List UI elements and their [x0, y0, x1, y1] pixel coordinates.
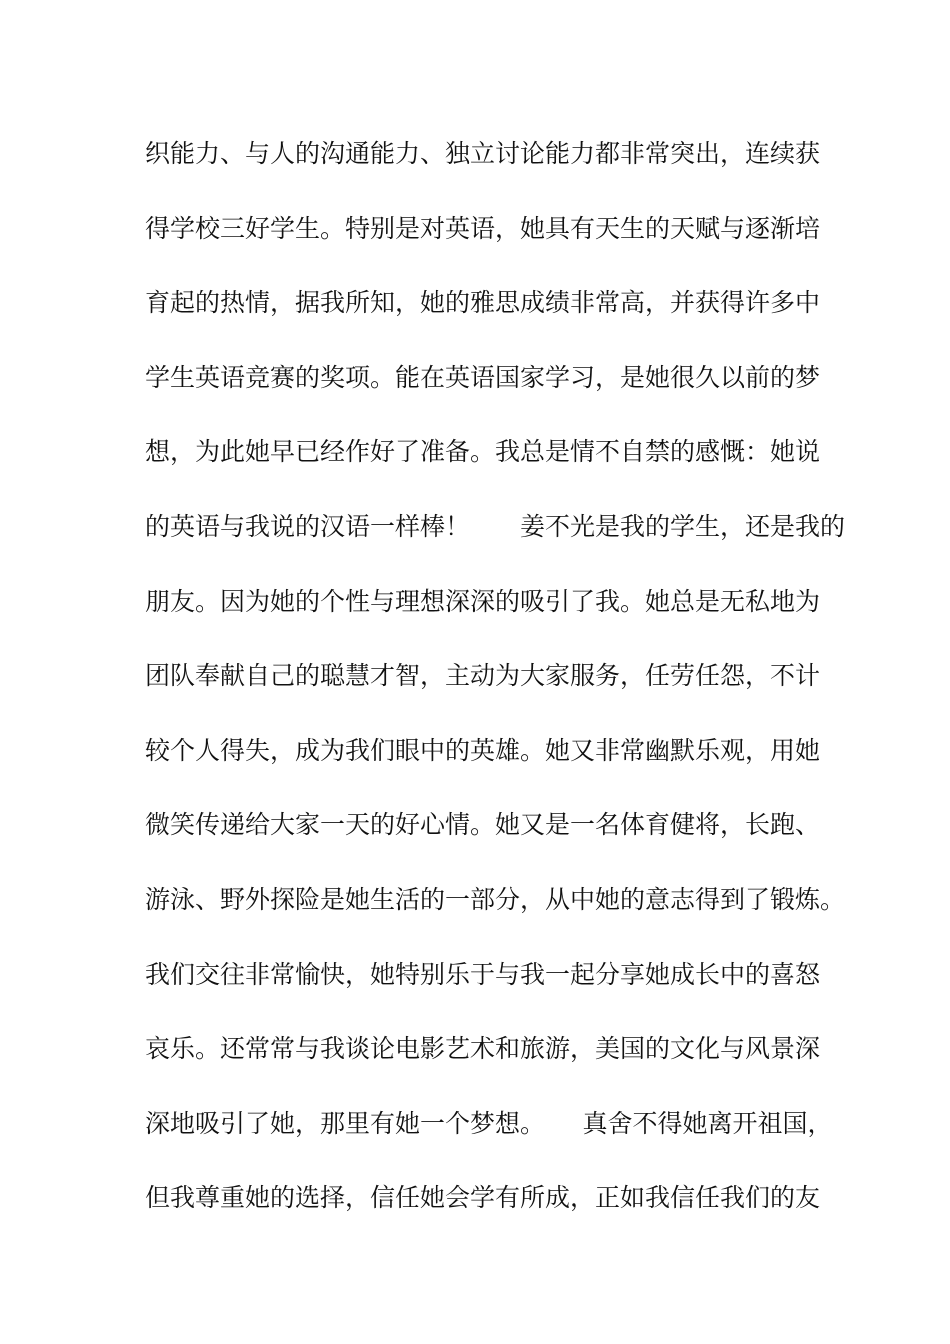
text-line: 织能力、与人的沟通能力、独立讨论能力都非常突出，连续获 — [145, 139, 821, 168]
text-line: 微笑传递给大家一天的好心情。她又是一名体育健将，长跑、 — [145, 810, 821, 840]
text-line: 想，为此她早已经作好了准备。我总是情不自禁的感慨：她说 — [145, 437, 821, 467]
text-line: 哀乐。还常常与我谈论电影艺术和旅游，美国的文化与风景深 — [145, 1034, 821, 1064]
text-line: 我们交往非常愉快，她特别乐于与我一起分享她成长中的喜怒 — [145, 959, 821, 989]
text-line: 但我尊重她的选择，信任她会学有所成，正如我信任我们的友 — [145, 1183, 821, 1213]
text-line: 深地吸引了她，那里有她一个梦想。 真舍不得她离开祖国， — [145, 1108, 833, 1138]
text-line: 团队奉献自己的聪慧才智，主动为大家服务，任劳任怨，不计 — [145, 661, 821, 691]
text-line: 得学校三好学生。特别是对英语，她具有天生的天赋与逐渐培 — [145, 213, 821, 243]
text-line: 的英语与我说的汉语一样棒！ 姜不光是我的学生，还是我的 — [145, 511, 846, 541]
text-line: 游泳、野外探险是她生活的一部分，从中她的意志得到了锻炼。 — [145, 884, 846, 914]
text-line: 朋友。因为她的个性与理想深深的吸引了我。她总是无私地为 — [145, 586, 821, 616]
body-text — [145, 128, 846, 1247]
text-line: 较个人得失，成为我们眼中的英雄。她又非常幽默乐观，用她 — [145, 735, 821, 765]
text-line: 育起的热情，据我所知，她的雅思成绩非常高，并获得许多中 — [145, 288, 821, 318]
text-line: 学生英语竞赛的奖项。能在英语国家学习，是她很久以前的梦 — [145, 362, 821, 392]
